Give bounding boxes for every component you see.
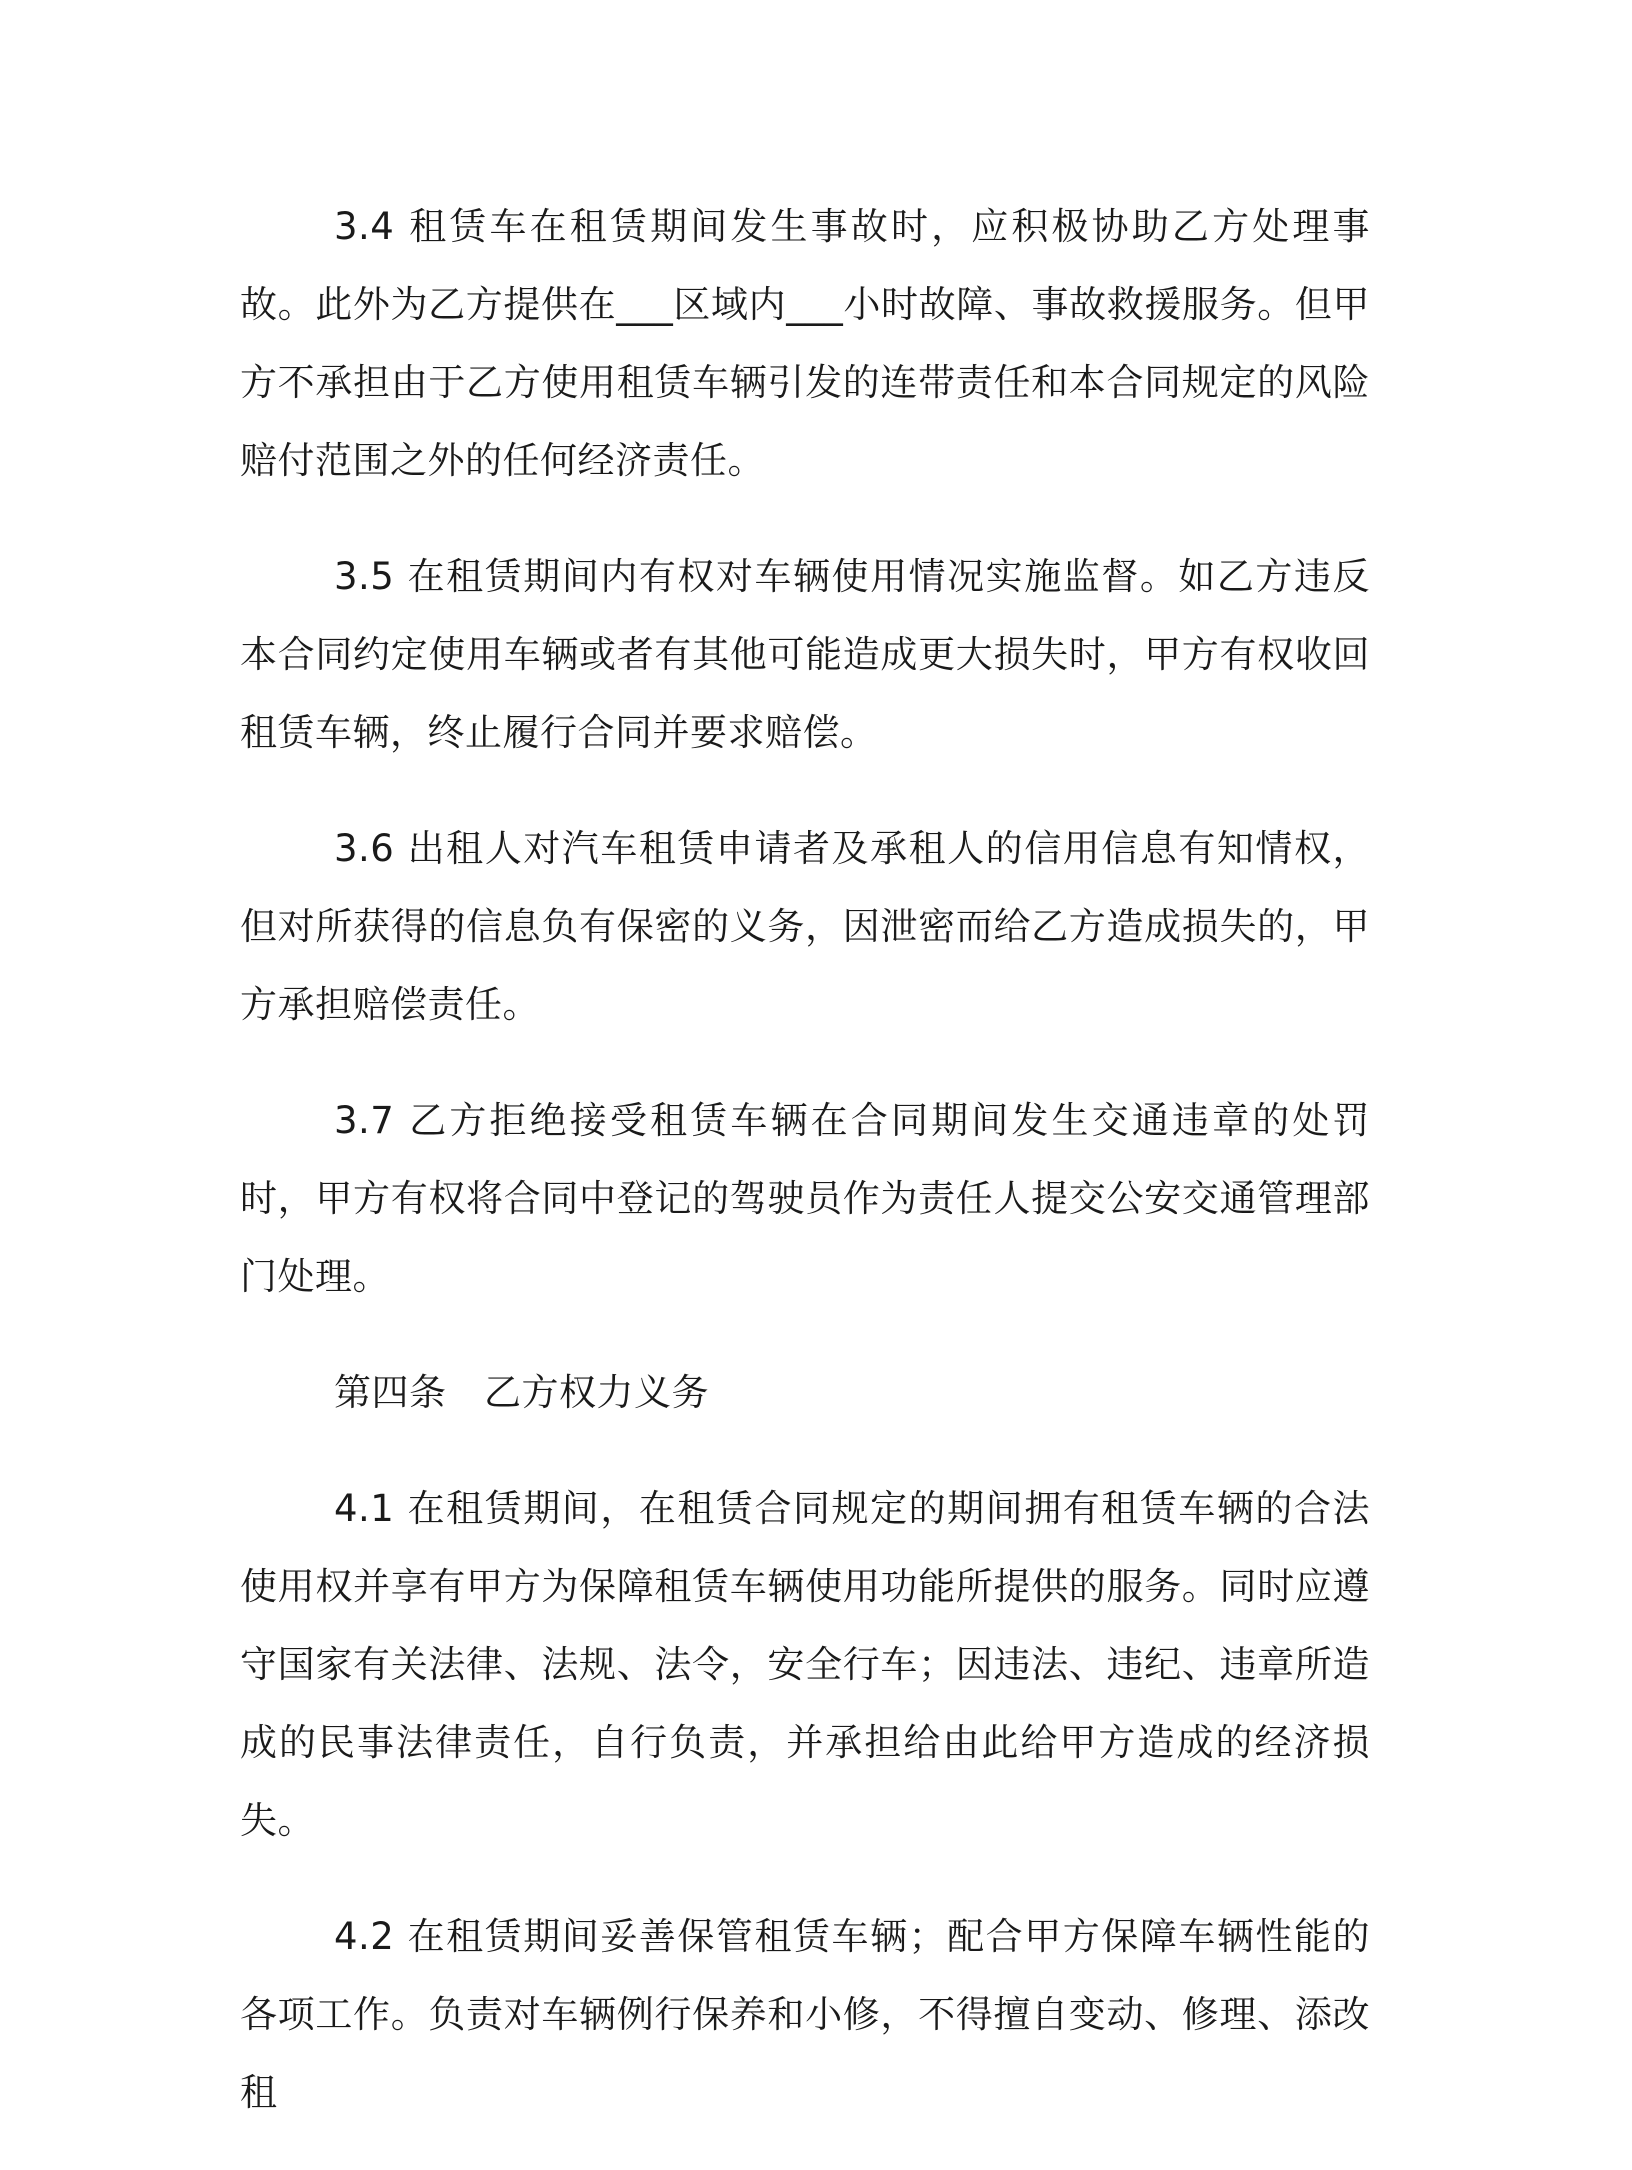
clause-4-2: 4.2 在租赁期间妥善保管租赁车辆；配合甲方保障车辆性能的各项工作。负责对车辆例行保养和小修，不得擅自变动、修理、添改租	[240, 1915, 1370, 2114]
clause-4-1: 4.1 在租赁期间，在租赁合同规定的期间拥有租赁车辆的合法使用权并享有甲方为保障租赁车辆使用功能所提供的服务。同时应遵守国家有关法律、法规、法令，安全行车；因违法、违纪、违章所造成的民事法律责任，自行负责，并承担给由此给甲方造成的经济损失。	[240, 1487, 1370, 1842]
clause-3-4: 3.4 租赁车在租赁期间发生事故时，应积极协助乙方处理事故。此外为乙方提供在___区域内___小时故障、事故救援服务。但甲方不承担由于乙方使用租赁车辆引发的连带责任和本合同规定的风险赔付范围之外的任何经济责任。	[240, 205, 1370, 482]
document-body	[240, 188, 1370, 2170]
clause-3-6: 3.6 出租人对汽车租赁申请者及承租人的信用信息有知情权，但对所获得的信息负有保密的义务，因泄密而给乙方造成损失的，甲方承担赔偿责任。	[240, 827, 1370, 1026]
section-heading-article-4: 第四条 乙方权力义务	[334, 1371, 709, 1414]
clause-3-5: 3.5 在租赁期间内有权对车辆使用情况实施监督。如乙方违反本合同约定使用车辆或者有其他可能造成更大损失时，甲方有权收回租赁车辆，终止履行合同并要求赔偿。	[240, 555, 1370, 754]
clause-3-7: 3.7 乙方拒绝接受租赁车辆在合同期间发生交通违章的处罚时，甲方有权将合同中登记的驾驶员作为责任人提交公安交通管理部门处理。	[240, 1099, 1370, 1298]
